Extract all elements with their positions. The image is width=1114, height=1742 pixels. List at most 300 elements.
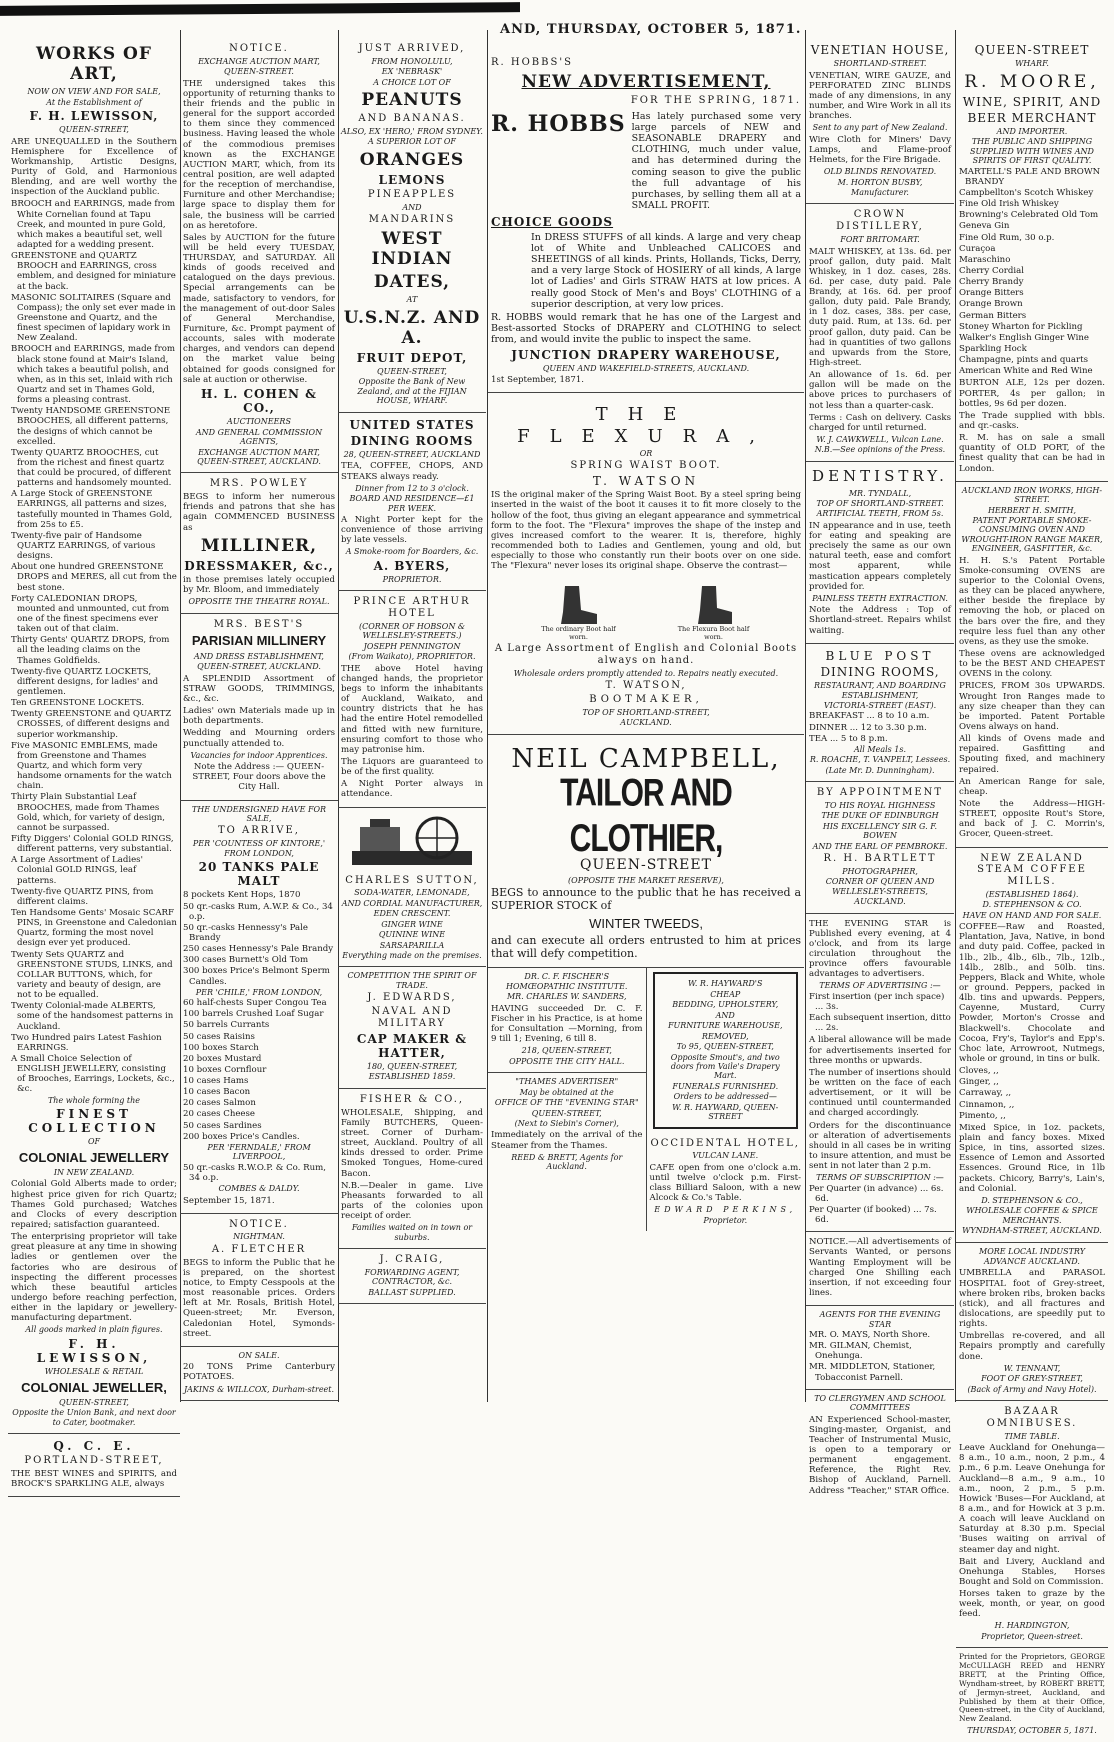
ad-subline: PROPRIETOR. <box>382 575 442 584</box>
ad-headline: THE UNDERSIGNED HAVE FOR SALE, <box>191 804 327 823</box>
ad-street: PORTLAND-STREET, <box>24 1455 164 1467</box>
column-wide <box>488 38 804 1398</box>
ad-body: These ovens are acknowledged to be the BEST AND CHEAPEST OVENS in the colony. <box>959 648 1105 680</box>
ad-subline: PER 'COUNTESS OF KINTORE,' FROM LONDON, <box>192 839 326 858</box>
ad-body: The number of insertions should be written on the face of each advertisement, or it will be continued until countermanded and charged accordingly. <box>809 1067 951 1119</box>
ad-street: VICTORIA-STREET (EAST). <box>823 700 937 710</box>
ad-headline: 20 TANKS PALE MALT <box>198 860 320 889</box>
ad-body: UMBRELLA and PARASOL HOSPITAL foot of Grey-street, where broken ribs, broken backs (stick), and all fractures and dislocations, are speedily put to rights. <box>959 1268 1105 1330</box>
flexura-ad <box>488 393 804 734</box>
list-item: A Large Stock of GREENSTONE EARRINGS, all patterns and sizes, tastefully mounted in Thames Gold, from 25s to £5. <box>11 489 173 530</box>
ad-headline: BAZAAR OMNIBUSES. <box>986 1406 1078 1429</box>
flexura-boot <box>669 582 759 641</box>
evening-star-ad <box>806 914 954 1233</box>
ad-body: Terms : Cash on delivery. Casks charged for until returned. <box>809 412 951 433</box>
list-item: Cinnamon, ,, <box>959 1099 1015 1110</box>
imprint <box>956 1648 1108 1741</box>
hobbs-ad <box>488 52 804 393</box>
ad-headline: COLONIAL JEWELLERY <box>18 1149 170 1165</box>
ad-body: The Liquors are guaranteed to be of the first quality. <box>341 757 483 778</box>
list-item: MR. GILMAN, Chemist, Onehunga. <box>809 1341 912 1362</box>
list-item: Curaçoa <box>959 243 996 254</box>
ad-name: JOSEPH PENNINGTON <box>363 641 461 651</box>
ad-subline: Opposite the Bank of New Zealand, and at the FIJIAN HOUSE, WHARF. <box>357 377 467 406</box>
ad-headline: NEW ZEALAND STEAM COFFEE MILLS. <box>977 852 1087 888</box>
ad-subline: CHEAP <box>710 989 741 999</box>
ad-body: Has lately purchased some very large parcels of NEW and SEASONABLE DRAPERY and CLOTHING, much under value, and has determined during the coming season to give the public the full advantage of his purchases, by selling them all at a SMALL PROFIT. <box>631 110 801 212</box>
ad-headline: WINTER TWEEDS, <box>589 916 703 932</box>
ad-body: The Trade supplied with bbls. and qr.-casks. <box>959 410 1105 431</box>
ad-subline: All goods marked in plain figures. <box>25 1325 163 1335</box>
exchange-ad <box>180 38 338 473</box>
ad-headline: MRS. POWLEY <box>209 478 309 490</box>
ad-subline: NOW ON VIEW AND FOR SALE, <box>27 87 161 97</box>
ad-subline: The whole forming the <box>47 1095 141 1105</box>
list-item: Cherry Cordial <box>959 265 1024 276</box>
umbrella-ad <box>956 1243 1108 1401</box>
ad-headline: COLONIAL JEWELLER, <box>21 1379 167 1395</box>
ad-subline: (ESTABLISHED 1864). <box>985 889 1079 899</box>
ad-headline: THE FLEXURA, <box>517 404 775 447</box>
ad-subline: AND CORDIAL MANUFACTURER, <box>341 898 483 908</box>
ad-headline: FORWARDING AGENT, CONTRACTOR, &c. <box>364 1267 460 1287</box>
ad-body: Wedding and Mourning orders punctually attended to. <box>183 728 335 749</box>
ad-body: Orders for the discontinuance or alteration of advertisements should in all cases be in writing to insure attention, and must be sent in not later than 2 p.m. <box>809 1120 951 1172</box>
ad-name: MR. TYNDALL, <box>848 488 912 498</box>
ad-headline: UNITED STATES <box>349 417 475 432</box>
ad-headline: OCCIDENTAL HOTEL, <box>650 1137 800 1149</box>
ad-headline: ORANGES <box>359 149 465 170</box>
ad-subline: EX 'NEBRASK' <box>381 67 443 77</box>
list-item: Twenty-five QUARTZ LOCKETS, different designs, for ladies' and gentlemen. <box>11 666 159 698</box>
ad-subline: ESTABLISHED 1859. <box>368 1072 456 1082</box>
list-item: Ginger, ,, <box>959 1077 999 1088</box>
homeopathic-ad <box>488 968 646 1073</box>
craig-ad <box>338 1249 486 1304</box>
moore-ad <box>956 38 1108 482</box>
ad-subline: Orders to be addressed— <box>673 1092 777 1102</box>
list-item: Stoney Wharton for Pickling <box>959 321 1083 332</box>
bartlett-ad <box>806 782 954 914</box>
ad-subline: BOOTMAKER, <box>589 694 703 706</box>
list-item: 20 boxes Mustard <box>183 1053 262 1064</box>
ad-subline: Proprietor. <box>703 1215 748 1225</box>
ad-subline: (Back of Army and Navy Hotel). <box>967 1384 1097 1394</box>
ad-subline: Opposite Smout's, and two doors from Vaile's Drapery Mart. <box>670 1052 780 1081</box>
ad-subline: TERMS OF SUBSCRIPTION :— <box>816 1173 944 1183</box>
ad-subline: EXCHANGE AUCTION MART, <box>198 56 320 66</box>
ad-street: AUCKLAND. <box>854 897 906 907</box>
ad-headline: MRS. BEST'S <box>213 618 305 630</box>
campbell-ad <box>488 735 804 969</box>
ad-headline: TO CLERGYMEN AND SCHOOL COMMITTEES <box>814 1393 946 1413</box>
list-item: Per Quarter (if booked) ... 7s. 6d. <box>809 1205 937 1226</box>
ad-subline: Wholesale orders promptly attended to. Repairs neatly executed. <box>513 668 779 678</box>
ad-headline: DINING ROOMS <box>350 433 474 448</box>
prince-arthur-ad <box>338 591 486 807</box>
fletcher-ad <box>180 1214 338 1347</box>
ad-subline: A Large Assortment of English and Colonial Boots always on hand. <box>494 643 798 667</box>
list-item: MARTELL'S PALE AND BROWN BRANDY <box>959 166 1101 187</box>
ad-body: AN Experienced School-master, Singing-master, Organist, and Teacher of Instrumental Music, is open to a temporary or permanent engagement. Reference, the Right Rev. Bishop of Auckland, Parnell. Address "Teacher," STAR Office. <box>809 1414 951 1496</box>
ad-name: F. H. LEWISSON, <box>36 1336 152 1366</box>
edwards-ad <box>338 967 486 1088</box>
ad-subline: Manufacturer. <box>851 188 909 198</box>
list-item: Ten GREENSTONE LOCKETS. <box>11 698 145 709</box>
list-item: 20 cases Salmon <box>183 1098 256 1109</box>
boot-caption: The Flexura Boot half worn. <box>677 625 750 641</box>
list-item: Maraschino <box>959 254 1011 265</box>
ad-headline: BEDDING, UPHOLSTERY, <box>672 1000 779 1010</box>
ad-body: THE undersigned takes this opportunity of returning thanks to their friends and the public in general for the support accorded to them since they commenced business. Having leased the whole of the commodious premises known as the EXCHANGE AUCTION MART, which, from its central position, are well adapted for the reception of merchandise, Furniture and other Merchandise; large space to display them for sale, the business will be carried on as heretofore. <box>183 78 335 231</box>
list-item: Ten Handsome Gents' Mosaic SCARF PINS, in Greenstone and Caledonian Quartz, forming the most novel design ever yet produced. <box>11 907 177 949</box>
ad-street: QUEEN-STREET, <box>377 366 447 376</box>
ad-subline: REED & BRETT, Agents for Auckland. <box>511 1152 623 1172</box>
column-2 <box>180 38 338 1398</box>
list-item: MR. MIDDLETON, Stationer, Tobacconist Parnell. <box>809 1362 936 1383</box>
ad-subline: TO HIS ROYAL HIGHNESS <box>824 800 936 810</box>
ad-body: Immediately on the arrival of the Steamer from the Thames. <box>491 1130 643 1151</box>
ad-headline: NEW ADVERTISEMENT, <box>521 71 771 92</box>
ad-headline: ON SALE. <box>238 1350 280 1360</box>
ad-name: D. STEPHENSON & CO. <box>982 900 1082 910</box>
ad-body: R. M. has on sale a small quantity of OLD PORT, of the finest quality that can be had in London. <box>959 433 1105 474</box>
list-item: 300 cases Burnett's Old Tom <box>183 955 309 966</box>
ad-name: JAKINS & WILLCOX, Durham-street. <box>183 1384 335 1394</box>
ad-name: Q. C. E. <box>53 1439 135 1454</box>
ad-name: J. EDWARDS, <box>367 992 457 1004</box>
ad-subline: A Smoke-room for Boarders, &c. <box>345 547 479 557</box>
bottom-left-ads <box>488 968 647 1231</box>
ad-headline: JUST ARRIVED, <box>358 43 466 54</box>
list-item: 50 qr.-casks Rum, A.W.P. & Co., 34 o.p. <box>183 901 333 922</box>
ad-subline: OPPOSITE THE CITY HALL. <box>509 1056 625 1066</box>
list-item: Twenty HANDSOME GREENSTONE BROOCHES, all different patterns, the designs of which cannot be excelled. <box>11 406 171 447</box>
ad-body: NOTICE.—All advertisements of Servants Wanted, or persons Wanting Employment will be charged One Shilling each insertion, if not exceeding four lines. <box>809 1237 951 1299</box>
list-item: German Bitters <box>959 310 1027 321</box>
list-item: 50 qr.-casks Hennessy's Pale Brandy <box>183 922 308 943</box>
ad-subline: MANDARINS <box>368 214 456 226</box>
list-item: MASONIC SOLITAIRES (Square and Compass); the only set ever made in Greenstone and Quartz, and the finest specimen of lapidary work in New Zealand. <box>11 292 176 344</box>
ad-street: 180, QUEEN-STREET, <box>366 1062 458 1072</box>
ad-body: Colonial Gold Alberts made to order; highest price given for rich Quartz; Thames Gold purchased; Watches and Clocks of every description repaired; satisfaction guaranteed. <box>11 1179 177 1231</box>
list-item: Twenty GREENSTONE and QUARTZ CROSSES, of different designs and superior workmanship. <box>11 709 172 740</box>
omnibus-ad <box>956 1401 1108 1648</box>
list-item: Twenty-five pair of Handsome QUARTZ EARRINGS, of various designs. <box>11 530 156 562</box>
potatoes-ad <box>180 1347 338 1401</box>
ad-headline: CHOICE GOODS <box>491 215 614 230</box>
coffee-mills-ad <box>956 848 1108 1243</box>
ad-body: An American Range for sale, cheap. <box>959 776 1105 797</box>
ad-body: VENETIAN, WIRE GAUZE, and PERFORATED ZINC BLINDS made of any dimensions, in any number, and Wire Work in all its branches. <box>809 70 951 122</box>
ad-body: R. HOBBS would remark that he has one of the Largest and Best-assorted Stocks of DRAPERY and CLOTHING to select from, and would invite the public to inspect the same. <box>491 312 801 346</box>
ad-subline: Sent to any part of New Zealand. <box>812 123 948 133</box>
list-item: 100 barrels Crushed Loaf Sugar <box>183 1009 324 1020</box>
ad-body: Leave Auckland for Onehunga—8 a.m., 10 a.m., noon, 2 p.m., 4 p.m., 6 p.m. Leave Onehunga for Auckland—8 a.m., 9 a.m., 10 a.m., noon, 2 p.m., 5 p.m. Howick 'Buses—For Auckland, at 8 a.m., and for Howick at 3 p.m. A coach will leave Auckland on Saturday at 8.30 p.m. Special 'Buses waiting on arrival of steamer day and night. <box>959 1443 1105 1555</box>
list-item: MR. O. MAYS, North Shore. <box>809 1330 931 1341</box>
ad-subline: THE PUBLIC AND SHIPPING SUPPLIED WITH WINES AND SPIRITS OF FIRST QUALITY. <box>970 137 1094 166</box>
ad-name: M. HORTON BUSBY, <box>837 177 923 187</box>
imprint-date: THURSDAY, OCTOBER 5, 1871. <box>967 1726 1097 1736</box>
ad-headline: TAILOR AND CLOTHIER, <box>560 771 732 861</box>
ad-name: W. J. CAWKWELL, Vulcan Lane. <box>816 435 944 445</box>
ad-name: MR. CHARLES W. SANDERS, <box>506 992 627 1002</box>
ad-subline: Dinner from 12 to 3 o'clock. <box>355 483 469 493</box>
ad-subline: OLD BLINDS RENOVATED. <box>823 167 937 177</box>
ad-subline: BALLAST SUPPLIED. <box>368 1287 456 1297</box>
ad-subline: All Meals 1s. <box>853 744 907 754</box>
ad-headline: NOTICE. <box>229 43 289 54</box>
ad-subline: PATENT PORTABLE SMOKE-CONSUMING OVEN AND WROUGHT-IRON RANGE MAKER, ENGINEER, GASFITTER, &c. <box>961 515 1103 554</box>
ad-name: A. FLETCHER <box>211 1243 307 1255</box>
servants-notice <box>806 1232 954 1306</box>
ad-subline: N.B.—See opinions of the Press. <box>814 445 946 455</box>
ad-headline: DR. C. F. FISCHER'S HOMŒOPATHIC INSTITUTE. <box>506 972 628 991</box>
ad-name: J. CRAIG, <box>379 1254 445 1266</box>
ad-subline: AND THE EARL OF PEMBROKE. <box>812 841 948 851</box>
list-item: GREENSTONE and QUARTZ BROOCH and EARRINGS, cross emblem, and designed for miniature at the back. <box>11 251 176 292</box>
ad-body: COFFEE—Raw and Roasted, Plantation, Java, Native, in bond and duty paid. Coffee, packed in 1lb., 2lb., 4lb., 6lb., 7lb., 12lb., 14lb., 28lb., and 50lb. tins. Peppers, Black and White, whole or ground. Peppers, packed in 4lb. tins and upwards. Peppers, Cayenne, Mustard, Curry Powder, Morton's Crosse and Blackwell's. Chocolate and Cocoa, Fry's, Taylor's and Epp's. Choc late, Arrowroot, Nutmegs, whole or ground, in tins or bulk. <box>959 922 1105 1065</box>
list-item: Twenty QUARTZ BROOCHES, cut from the richest and finest quartz that could be procured, of different patterns and handsomely mounted. <box>11 447 172 489</box>
ad-body: and can execute all orders entrusted to him at prices that will defy competition. <box>491 933 801 960</box>
list-item: Walker's English Ginger Wine <box>959 332 1089 343</box>
ad-body: Ladies' own Materials made up in both departments. <box>183 706 335 727</box>
ad-street: FOOT OF GREY-STREET, <box>981 1374 1083 1384</box>
ad-subline: AND GENERAL COMMISSION AGENTS, <box>195 427 323 447</box>
ad-headline: SODA-WATER, LEMONADE, <box>354 888 470 898</box>
ad-body: BEGS to inform the Public that he is prepared, on the shortest notice, to Empty Cesspools at the most reasonable prices. Orders left at Mr. Rosals, British Hotel, Queen-street; Mr. Everson, Caledonian Hotel, Symonds-street. <box>183 1257 335 1339</box>
ad-headline: DATES, <box>373 272 451 293</box>
ad-body: Mixed Spice, in 1oz. packets, plain and fancy boxes. Mixed Spice, in tins, assorted sizes. Essence of Lemon and Assorted Essences. Ground Rice, in 1lb packets. Chicory, Barry's, Lain's, and Colonial. <box>959 1122 1105 1194</box>
list-item: First insertion (per inch space) ... 3s. <box>809 991 945 1013</box>
ad-body: The enterprising proprietor will take great pleasure at any time in showing ladies or gentlemen over the factories who are desirous of inspecting the different processes which these beautiful articles undergo before reaching perfection, either in the lapidary or jewellery-manufacturing department. <box>11 1232 177 1324</box>
ad-body: in those premises lately occupied by Mr. Bloom, and immediately <box>183 574 335 596</box>
ad-headline: "THAMES ADVERTISER" <box>515 1077 619 1087</box>
list-item: 50 qr.-casks R.W.O.P. & Co. Rum, 34 o.p. <box>183 1162 327 1183</box>
ad-subline: IN NEW ZEALAND. <box>53 1168 135 1178</box>
ad-body: Umbrellas re-covered, and all Repairs promptly and carefully done. <box>959 1331 1105 1362</box>
ad-name: R. MOORE, <box>964 71 1100 92</box>
ad-body: CAFE open from one o'clock a.m. until twelve o'clock p.m. First-class Billiard Saloon, with a new Alcock & Co.'s Table. <box>649 1162 801 1204</box>
ad-name: CHARLES SUTTON, <box>345 874 479 886</box>
ad-name: A. BYERS, <box>373 558 451 573</box>
ad-name: COMBES & DALDY. <box>218 1184 300 1194</box>
list-item: Fifty Diggers' Colonial GOLD RINGS, different patterns, very substantial. <box>11 833 174 855</box>
ad-body: Note the Address : Top of Shortland-street. Repairs whilst waiting. <box>809 605 951 636</box>
ad-street: VULCAN LANE. <box>692 1151 759 1161</box>
ad-headline: VENETIAN HOUSE, <box>810 43 950 57</box>
ad-subline: HIS EXCELLENCY SIR G. F. BOWEN <box>822 821 938 841</box>
ad-subline: NIGHTMAN. <box>233 1232 285 1242</box>
ad-street: SHORTLAND-STREET. <box>833 59 927 69</box>
ad-body: An allowance of 1s. 6d. per gallon will be made on the above prices to purchasers of not less than a quarter-cask. <box>809 370 951 411</box>
list-item: 20 cases Cheese <box>183 1109 256 1120</box>
list-item: Fine Old Rum, 30 o.p. <box>959 232 1055 243</box>
ad-body: A Night Porter kept for the convenience of those arriving by late vessels. <box>341 514 483 546</box>
ad-name: R. ROACHE, T. VANPELT, Lessees. <box>809 755 951 765</box>
ad-name: T. WATSON <box>592 474 700 489</box>
list-item: Champagne, pints and quarts <box>959 355 1088 366</box>
list-item: BROOCH and EARRINGS, made from White Cornelian found at Tapu Creek, and mounted in pure Gold, which makes a beautiful set, well adapted for a wedding present. <box>11 199 176 250</box>
list-item: About one hundred GREENSTONE DROPS and MERES, all cut from the best stone. <box>11 562 177 593</box>
ad-street: WHARF. <box>1015 59 1049 69</box>
ad-street: To 95, QUEEN-STREET, <box>676 1042 774 1052</box>
ad-name: W. TENNANT, <box>1003 1363 1061 1373</box>
page-top-edge <box>0 2 520 16</box>
ad-body: WHOLESALE, Shipping, and Family BUTCHERS, Queen-street. Corner of Durham-street, Auckland. Poultry of all kinds dressed to order. Prime Smoked Tongues, Home-cured Bacon. <box>341 1107 483 1179</box>
ad-body: THE BEST WINES and SPIRITS, and BROCK'S SPARKLING ALE, always <box>11 1469 177 1490</box>
ad-headline: COMPETITION THE SPIRIT OF TRADE. <box>347 971 477 990</box>
list-item: TEA ... 5 to 8 p.m. <box>809 733 888 744</box>
ad-street: QUEEN-STREET, <box>59 125 129 135</box>
ad-headline: WEST INDIAN <box>371 229 453 270</box>
ad-subline: ARTIFICIAL TEETH, FROM 5s. <box>816 509 944 519</box>
list-item: Twenty-five QUARTZ PINS, from different claims. <box>11 886 154 907</box>
ad-subline: PAINLESS TEETH EXTRACTION. <box>812 593 948 603</box>
bottom-ads <box>488 968 804 1231</box>
ad-subline: (CORNER OF HOBSON & WELLESLEY-STREETS.) <box>359 622 465 641</box>
list-item: 50 cases Sardines <box>183 1120 262 1131</box>
list-item: Two Hundred pairs Latest Fashion EARRINGS. <box>11 1032 162 1053</box>
ad-name: D. STEPHENSON & CO., <box>981 1195 1083 1205</box>
list-item: 10 boxes Cornflour <box>183 1064 267 1075</box>
ad-subline: AT <box>406 295 418 305</box>
ad-subline: Vacancies for indoor Apprentices. <box>190 750 328 760</box>
ad-body: All kinds of Ovens made and repaired. Gasfitting and Spouting fixed, and machinery repaired. <box>959 734 1105 775</box>
ad-headline: AUCKLAND IRON WORKS, HIGH-STREET. <box>961 485 1103 505</box>
ad-body: In DRESS STUFFS of all kinds. A large and very cheap lot of White and Unbleached CALICOES and SHEETINGS of all kinds. Prints, Hollands, Ticks, Derry, and a very large Stock of HOSIERY of all kinds, A large lot of Ladies' and Girls STRAW HATS at low prices. A really good Stock of Men's and Boys' CLOTHING of a superior description, at very low prices. <box>531 231 801 310</box>
ad-subline: (Late Mr. D. Dunningham). <box>825 765 935 775</box>
ad-name: W. R. HAYWARD, QUEEN-STREET <box>672 1102 779 1122</box>
ad-subline: WHOLESALE & RETAIL <box>44 1367 144 1377</box>
ad-body: IS the original maker of the Spring Waist Boot. By a steel spring being inserted in the waist of the boot it causes it to fit more closely to the hollow of the foot, thus giving an elegant appearance and symmetrical form to the foot. The "Flexura" improves the shape of the instep and gives increased comfort to the wearer. It is, therefore, highly recommended both to Ladies and Gentlemen, young and old, but especially to those who constantly run their boots over on one side. The "Flexura" never loses its original shape. Observe the contrast— <box>491 490 801 572</box>
masthead-date: AND, THURSDAY, OCTOBER 5, 1871. <box>500 22 802 37</box>
list-item: Forty CALEDONIAN DROPS, mounted and unmounted, cut from one of the finest specimens ever taken out of that claim. <box>11 593 170 635</box>
ad-subline: (From Waikato), PROPRIETOR. <box>348 652 476 662</box>
list-item: Orange Bitters <box>959 288 1024 299</box>
ad-subline: BOARD AND RESIDENCE—£1 PER WEEK. <box>349 494 475 513</box>
ad-street: 218, QUEEN-STREET, <box>521 1046 612 1056</box>
ad-street: WYNDHAM-STREET, AUCKLAND. <box>962 1226 1102 1236</box>
dentistry-ad <box>806 462 954 644</box>
ad-headline: R. HOBBS'S <box>491 57 573 68</box>
thames-ad <box>488 1073 646 1177</box>
ad-subline: At the Establishment of <box>46 97 142 107</box>
ad-body: THE EVENING STAR is Published every evening, at 4 o'clock, and from its large circulation throughout the province offers favourable advantages to advertisers. <box>809 918 951 980</box>
ad-body: BEGS to announce to the public that he has received a SUPERIOR STOCK of <box>491 886 801 913</box>
ad-subline: TO ARRIVE, <box>218 825 300 837</box>
list-item: Cloves, ,, <box>959 1066 999 1077</box>
list-item: 200 boxes Price's Candles. <box>183 1131 300 1142</box>
ad-subline: (Next to Siebin's Corner), <box>514 1118 619 1128</box>
list-item: A Small Choice Selection of ENGLISH JEWELLERY, consisting of Brooches, Earrings, Lockets, &c., &c. <box>11 1053 175 1095</box>
list-item: 250 cases Hennessy's Pale Brandy <box>183 944 334 955</box>
list-item: A Large Assortment of Ladies' Colonial GOLD RINGS, leaf patterns. <box>11 855 143 886</box>
ad-headline: BEER MERCHANT <box>967 110 1097 125</box>
ad-headline: NAVAL AND MILITARY <box>371 1006 453 1029</box>
ad-street: AUCKLAND. <box>620 718 672 728</box>
ad-subline: RESTAURANT, AND BOARDING ESTABLISHMENT, <box>814 681 946 700</box>
ad-subline: THE DUKE OF EDINBURGH <box>821 811 939 821</box>
ad-body: N.B.—Dealer in game. Live Pheasants forwarded to all parts of the colonies upon receipt of order. <box>341 1180 483 1222</box>
ad-street: QUEEN-STREET, AUCKLAND. <box>197 662 321 672</box>
ad-headline: PEANUTS <box>361 90 463 111</box>
ad-subline: AND IMPORTER. <box>996 126 1068 136</box>
crown-distillery-ad <box>806 204 954 461</box>
ad-name: W. R. HAYWARD'S <box>688 979 763 989</box>
ad-subline: Proprietor, Queen-street. <box>981 1631 1083 1641</box>
ad-headline: CROWN DISTILLERY, <box>836 209 924 233</box>
ad-subline: TIME TABLE. <box>1004 1431 1060 1441</box>
list-item: Fine Old Irish Whiskey <box>959 199 1059 210</box>
ad-headline: DENTISTRY. <box>812 466 948 485</box>
ad-subline: OF <box>87 1137 101 1147</box>
fisher-ad <box>338 1089 486 1249</box>
ad-body: PRICES, FROM 30s UPWARDS. Wrought Iron Ranges made to any size cheaper than they can be imported. Patent Portable Ovens always on hand. <box>959 681 1105 732</box>
hayward-ad <box>653 972 799 1128</box>
list-item: 50 cases Raisins <box>183 1031 255 1042</box>
list-item: DINNER ... 12 to 3.30 p.m. <box>809 722 927 733</box>
list-item: BREAKFAST ... 8 to 10 a.m. <box>809 711 930 722</box>
list-item: 100 boxes Starch <box>183 1042 259 1053</box>
ad-street: 28, QUEEN-STREET, AUCKLAND <box>343 449 481 459</box>
imprint-text: Printed for the Proprietors, GEORGE McCULLAGH REED and HENRY BRETT, at the Printing Office, Wyndham-street, by ROBERT BRETT, of Jermyn-street, Auckland, and Published by them at their Office, Queen-street, in the City of Auckland, New Zealand. <box>959 1652 1105 1724</box>
ad-subline: FUNERALS FURNISHED. <box>672 1081 779 1091</box>
ad-street: QUEEN-STREET <box>580 857 712 874</box>
ad-subline: Families waited on in town or suburbs. <box>351 1223 473 1242</box>
best-ad <box>180 614 338 801</box>
ad-headline: LEMONS <box>378 172 446 187</box>
ad-name: F. H. LEWISSON, <box>29 108 159 123</box>
agents-ad <box>806 1306 954 1390</box>
ad-subline: WHOLESALE COFFEE & SPICE MERCHANTS. <box>966 1206 1098 1225</box>
ad-subline: SPRING WAIST BOOT. <box>570 460 722 472</box>
ad-subline: AND DRESS ESTABLISHMENT, <box>194 651 324 661</box>
ad-headline: AGENTS FOR THE EVENING STAR <box>819 1310 941 1329</box>
ad-name: NEIL CAMPBELL, <box>511 743 781 774</box>
list-item: Thirty Plain Substantial Leaf BROOCHES, made from Thames Gold, which, for variety of design, cannot be surpassed. <box>11 792 165 833</box>
ad-street: CORNER OF QUEEN AND WELLESLEY-STREETS, <box>825 877 935 896</box>
ad-body: 20 TONS Prime Canterbury POTATOES. <box>183 1362 335 1383</box>
ad-body: Horses taken to graze by the week, month, or year, on good feed. <box>959 1589 1105 1620</box>
ad-name: T. WATSON, <box>605 680 687 692</box>
ad-street: QUEEN-STREET <box>974 43 1090 57</box>
list-item: QUININE WINE <box>378 930 446 940</box>
ad-name: H. HARDINGTON, <box>994 1621 1070 1631</box>
ad-body: Bait and Livery, Auckland and Onehunga Stables, Horses Bought and Sold on Commission. <box>959 1556 1105 1587</box>
ad-name: FISHER & CO., <box>359 1093 465 1105</box>
ad-date: September 15, 1871. <box>183 1195 275 1206</box>
list-item: Twenty Colonial-made ALBERTS, some of the handsomest patterns in Auckland. <box>11 1001 174 1032</box>
iron-works-ad <box>956 482 1108 848</box>
ad-body: H. H. S.'s Patent Portable Smoke-consuming OVENS are superior to the Colonial Ovens, as they can be placed anywhere, either beside the fireplace by removing the hob, or placed on the bars over the fire, and they require less fuel than any other ovens, as they use the smoke. <box>959 555 1105 647</box>
clergy-ad <box>806 1390 954 1503</box>
occidental-ad <box>647 1133 805 1232</box>
ad-body: MALT WHISKEY, at 13s. 6d. per proof gallon, duty paid. Malt Whiskey, in 1 doz. cases, 28s. 6d. per case, duty paid. Pale Brandy, at 16s. 6d. per proof gallon, duty paid. Pale Brandy, in 1 doz. cases, 38s. per case, duty paid. Rum, at 13s. 6d. per proof gallon, duty paid. Can be had in quantities of two gallons and upwards from the Store, High-street. <box>809 246 951 369</box>
ad-body: Note the Address—HIGH-STREET, opposite Rout's Store, and back of J. C. Morrin's, Grocer, Queen-street. <box>959 798 1105 840</box>
list-item: 60 half-chests Super Congou Tea <box>183 998 327 1009</box>
ad-street: EDEN CRESCENT. <box>373 909 451 919</box>
ad-subline: (OPPOSITE THE MARKET RESERVE), <box>568 875 724 885</box>
powley-ad <box>180 473 338 613</box>
ad-headline: PHOTOGRAPHER, <box>842 866 918 876</box>
list-item: Campbellton's Scotch Whiskey <box>959 187 1094 198</box>
boot-icon <box>692 582 736 626</box>
list-item: Geneva Gin <box>959 221 1010 232</box>
ad-headline: MILLINER, <box>200 535 318 556</box>
list-item: Carraway, ,, <box>959 1088 1012 1099</box>
ad-subline: REMOVED, <box>701 1031 749 1041</box>
